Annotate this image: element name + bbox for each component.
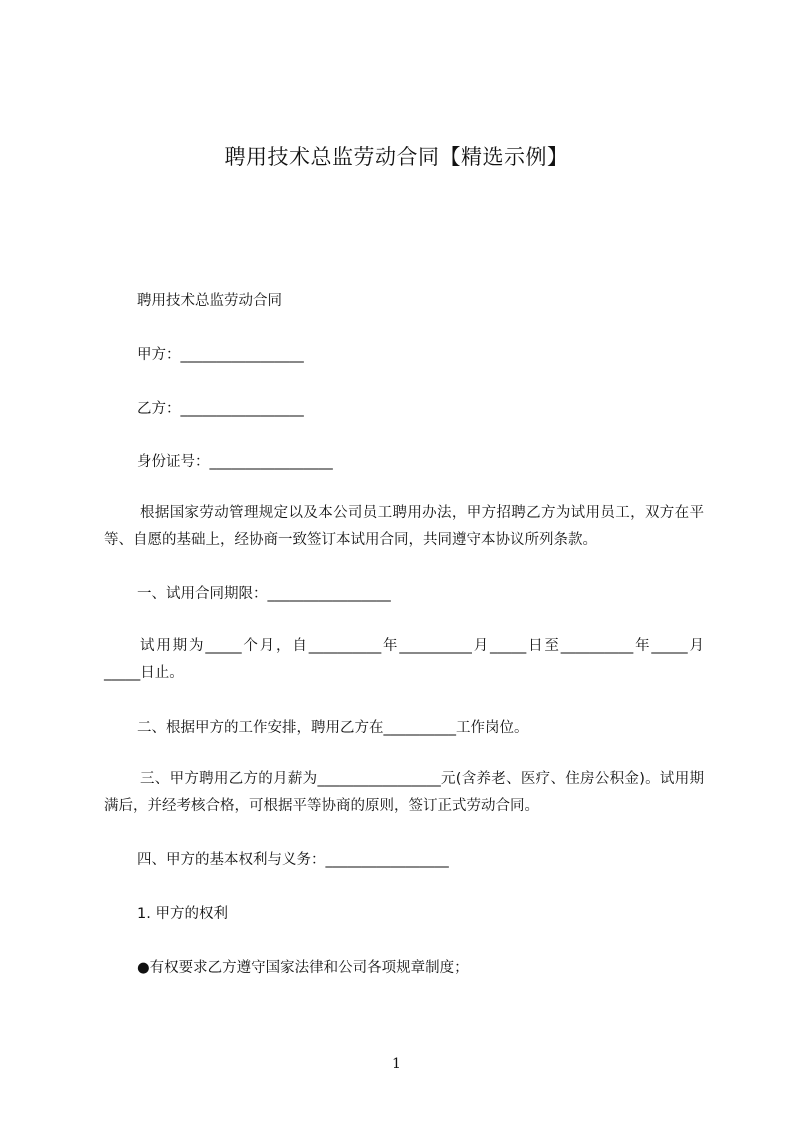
clause-3-text: 三、甲方聘用乙方的月薪为_________________元(含养老、医疗、住房公积金)。试用期满后，并经考核合格，可根据平等协商的原则，签订正式劳动合同。 xyxy=(104,771,704,814)
party-a-line: 甲方：_________________ xyxy=(137,347,304,363)
party-b-line: 乙方：_________________ xyxy=(137,401,304,417)
clause-4-heading: 四、甲方的基本权利与义务：_________________ xyxy=(137,852,449,868)
contract-subtitle: 聘用技术总监劳动合同 xyxy=(137,293,282,309)
document-title: 聘用技术总监劳动合同【精选示例】 xyxy=(224,145,569,169)
clause-2-text: 二、根据甲方的工作安排，聘用乙方在__________工作岗位。 xyxy=(137,720,529,736)
rights-subheading: 1. 甲方的权利 xyxy=(137,906,228,922)
id-number-line: 身份证号：_________________ xyxy=(137,454,333,470)
rights-bullet-item: ●有权要求乙方遵守国家法律和公司各项规章制度； xyxy=(137,960,469,976)
preamble-paragraph: 根据国家劳动管理规定以及本公司员工聘用办法，甲方招聘乙方为试用员工，双方在平等、自愿的基础上，经协商一致签订本试用合同，共同遵守本协议所列条款。 xyxy=(104,505,704,548)
clause-1-heading: 一、试用合同期限：_________________ xyxy=(137,586,391,602)
page-number: 1 xyxy=(392,1056,401,1072)
clause-1-text: 试用期为_____个月，自__________年__________月_____日至__________年_____月_____日止。 xyxy=(104,638,704,681)
